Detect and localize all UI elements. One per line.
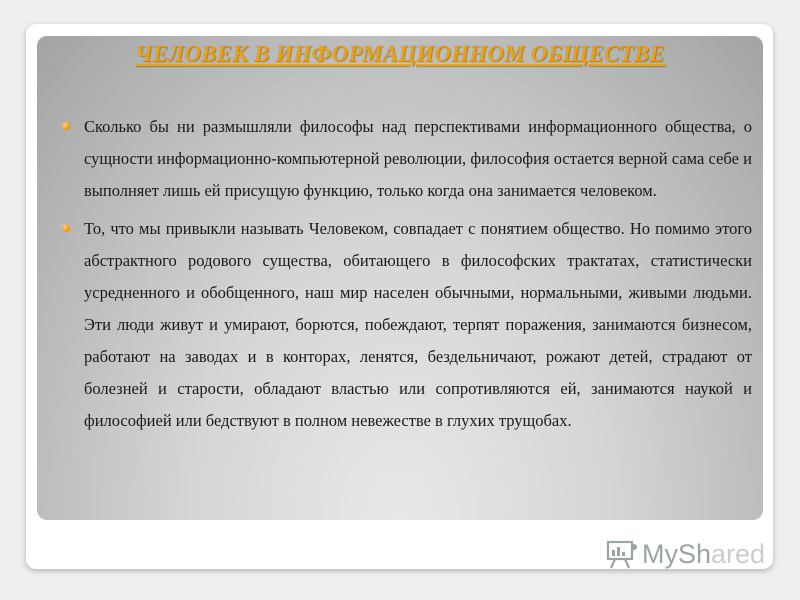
logo-text: [642, 539, 765, 570]
list-item: [62, 111, 752, 207]
bullet-text: Сколько бы ни размышляли философы над перспективами информационного общества, о сущности информационно-компьютерной революции, философия остается верной сама себе и выполняет лишь ей присущую функцию, только когда она занимается человеком.: [84, 117, 752, 200]
bullet-text: То, что мы привыкли называть Человеком, совпадает с понятием общество. Но помимо этого абстрактного родового существа, обитающего в философских трактатах, статистически усредненного и обобщенного, наш мир населен обычными, нормальными, живыми людьми. Эти люди живут и умирают, борются, побеждают, терпят поражения, занимаются бизнесом, работают на заводах и в конторах, ленятся, бездельничают, рожают детей, страдают от болезней и старости, обладают властью или сопротивляются ей, занимаются наукой и философией или бедствуют в полном невежестве в глухих трущобах.: [84, 219, 752, 430]
bullet-dot-icon: [62, 224, 70, 232]
list-item: [62, 213, 752, 437]
bullet-list: [62, 111, 752, 443]
myshared-logo: [606, 536, 765, 572]
logo-text-main: MySh: [642, 538, 712, 569]
logo-text-light: ared: [711, 538, 766, 569]
bullet-dot-icon: [62, 122, 70, 130]
slide-title: ЧЕЛОВЕК В ИНФОРМАЦИОННОМ ОБЩЕСТВЕ: [135, 41, 665, 66]
presentation-board-icon: [606, 538, 638, 570]
